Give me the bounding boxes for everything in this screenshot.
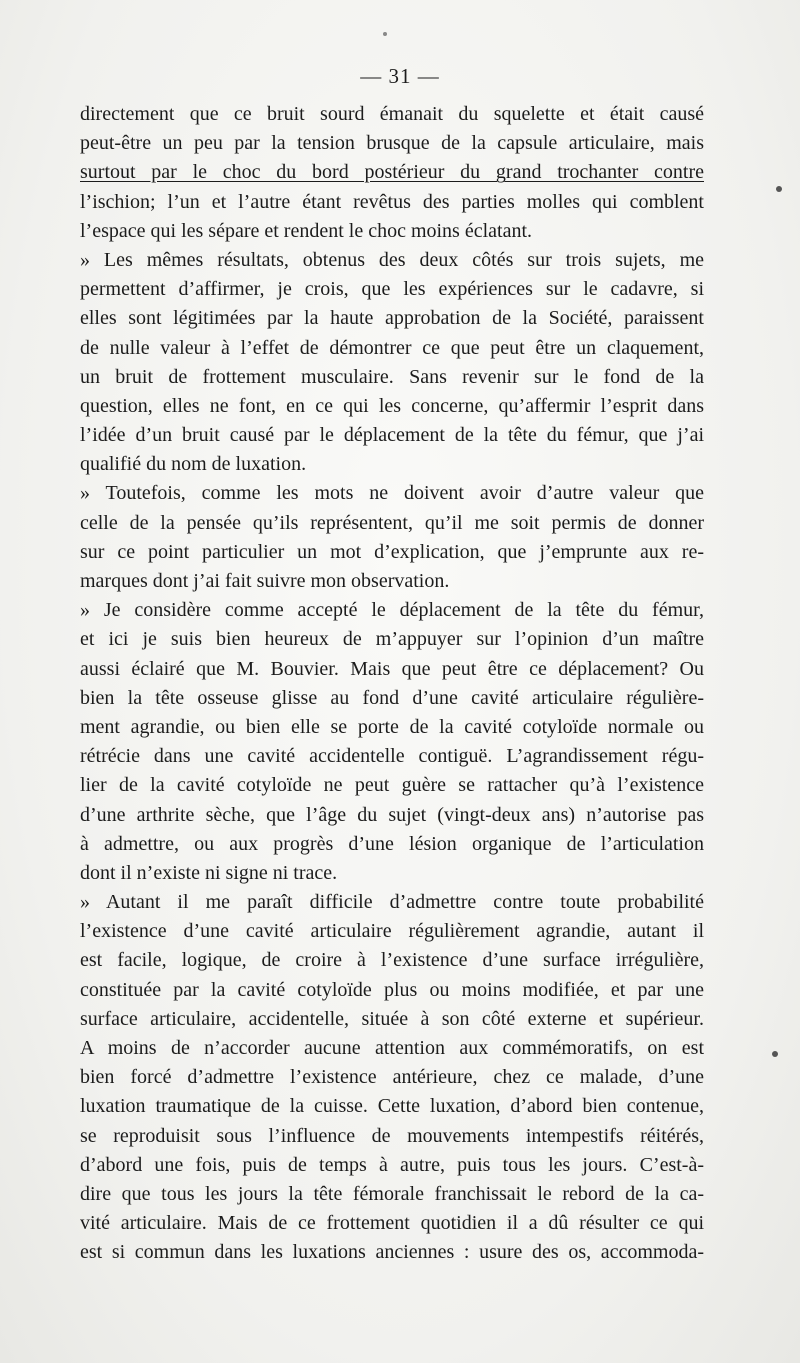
text-line: rétrécie dans une cavité accidentelle contiguë. L’agrandissement régu- — [80, 745, 704, 768]
text-line: bien la tête osseuse glisse au fond d’une cavité articulaire régulière- — [80, 686, 704, 709]
text-line: l’existence d’une cavité articulaire régulièrement agrandie, autant il — [80, 920, 704, 943]
text-line: l’ischion; l’un et l’autre étant revêtus des parties molles qui comblent — [80, 190, 704, 213]
text-line: dont il n’existe ni signe ni trace. — [80, 861, 338, 884]
text-line: et ici je suis bien heureux de m’appuyer sur l’opinion d’un maître — [80, 628, 704, 651]
text-line: constituée par la cavité cotyloïde plus ou moins modifiée, et par une — [80, 978, 704, 1001]
body-text — [80, 100, 704, 1268]
text-line: l’espace qui les sépare et rendent le choc moins éclatant. — [80, 219, 533, 242]
text-line: à admettre, ou aux progrès d’une lésion organique de l’articulation — [80, 832, 704, 855]
text-line: l’idée d’un bruit causé par le déplacement de la tête du fémur, que j’ai — [80, 424, 704, 447]
text-line: marques dont j’ai fait suivre mon observation. — [80, 570, 450, 592]
text-line: d’abord une fois, puis de temps à autre, puis tous les jours. C’est-à- — [80, 1153, 704, 1176]
scan-speck — [772, 1051, 778, 1057]
text-line: dire que tous les jours la tête fémorale franchissait le rebord de la ca- — [80, 1182, 704, 1205]
text-line: qualifié du nom de luxation. — [80, 453, 307, 476]
text-line: permettent d’affirmer, je crois, que les expériences sur le cadavre, si — [80, 278, 704, 301]
text-line: » Toutefois, comme les mots ne doivent avoir d’autre valeur que — [80, 482, 704, 505]
text-line: » Autant il me paraît difficile d’admettre contre toute probabilité — [80, 891, 704, 914]
text-line: » Je considère comme accepté le déplacement de la tête du fémur, — [80, 599, 704, 622]
text-line: de nulle valeur à l’effet de démontrer ce que peut être un claquement, — [80, 336, 704, 359]
text-line: surface articulaire, accidentelle, située à son côté externe et supérieur. — [80, 1007, 704, 1030]
text-line: » Les mêmes résultats, obtenus des deux côtés sur trois sujets, me — [80, 248, 704, 271]
text-line: surtout par le choc du bord postérieur du grand trochanter contre — [80, 161, 704, 184]
scan-speck — [776, 186, 782, 192]
text-line: aussi éclairé que M. Bouvier. Mais que peut être ce déplacement? Ou — [80, 657, 704, 680]
text-line: bien forcé d’admettre l’existence antérieure, chez ce malade, d’une — [80, 1066, 704, 1089]
text-line: vité articulaire. Mais de ce frottement quotidien il a dû résulter ce qui — [80, 1212, 704, 1235]
text-line: question, elles ne font, en ce qui les concerne, qu’affermir l’esprit dans — [80, 394, 704, 417]
text-line: sur ce point particulier un mot d’explication, que j’emprunte aux re- — [80, 540, 704, 563]
scan-speck — [383, 32, 387, 36]
page-number: — 31 — — [360, 64, 440, 88]
text-line: un bruit de frottement musculaire. Sans revenir sur le fond de la — [80, 365, 704, 388]
text-line: ment agrandie, ou bien elle se porte de la cavité cotyloïde normale ou — [80, 715, 704, 738]
text-line: celle de la pensée qu’ils représentent, qu’il me soit permis de donner — [80, 511, 704, 534]
text-line: lier de la cavité cotyloïde ne peut guère se rattacher qu’à l’existence — [80, 774, 704, 797]
text-line: se reproduisit sous l’influence de mouvements intempestifs réitérés, — [80, 1124, 704, 1147]
text-line: elles sont légitimées par la haute approbation de la Société, paraissent — [80, 307, 704, 330]
text-line: est facile, logique, de croire à l’existence d’une surface irrégulière, — [80, 949, 704, 972]
text-line: peut-être un peu par la tension brusque de la capsule articulaire, mais — [80, 132, 704, 155]
text-line: A moins de n’accorder aucune attention aux commémoratifs, on est — [80, 1037, 704, 1059]
text-line: est si commun dans les luxations anciennes : usure des os, accommoda- — [80, 1241, 704, 1264]
text-line: directement que ce bruit sourd émanait du squelette et était causé — [80, 103, 704, 125]
text-line: luxation traumatique de la cuisse. Cette luxation, d’abord bien contenue, — [80, 1095, 704, 1118]
text-line: d’une arthrite sèche, que l’âge du sujet (vingt-deux ans) n’autorise pas — [80, 803, 704, 826]
